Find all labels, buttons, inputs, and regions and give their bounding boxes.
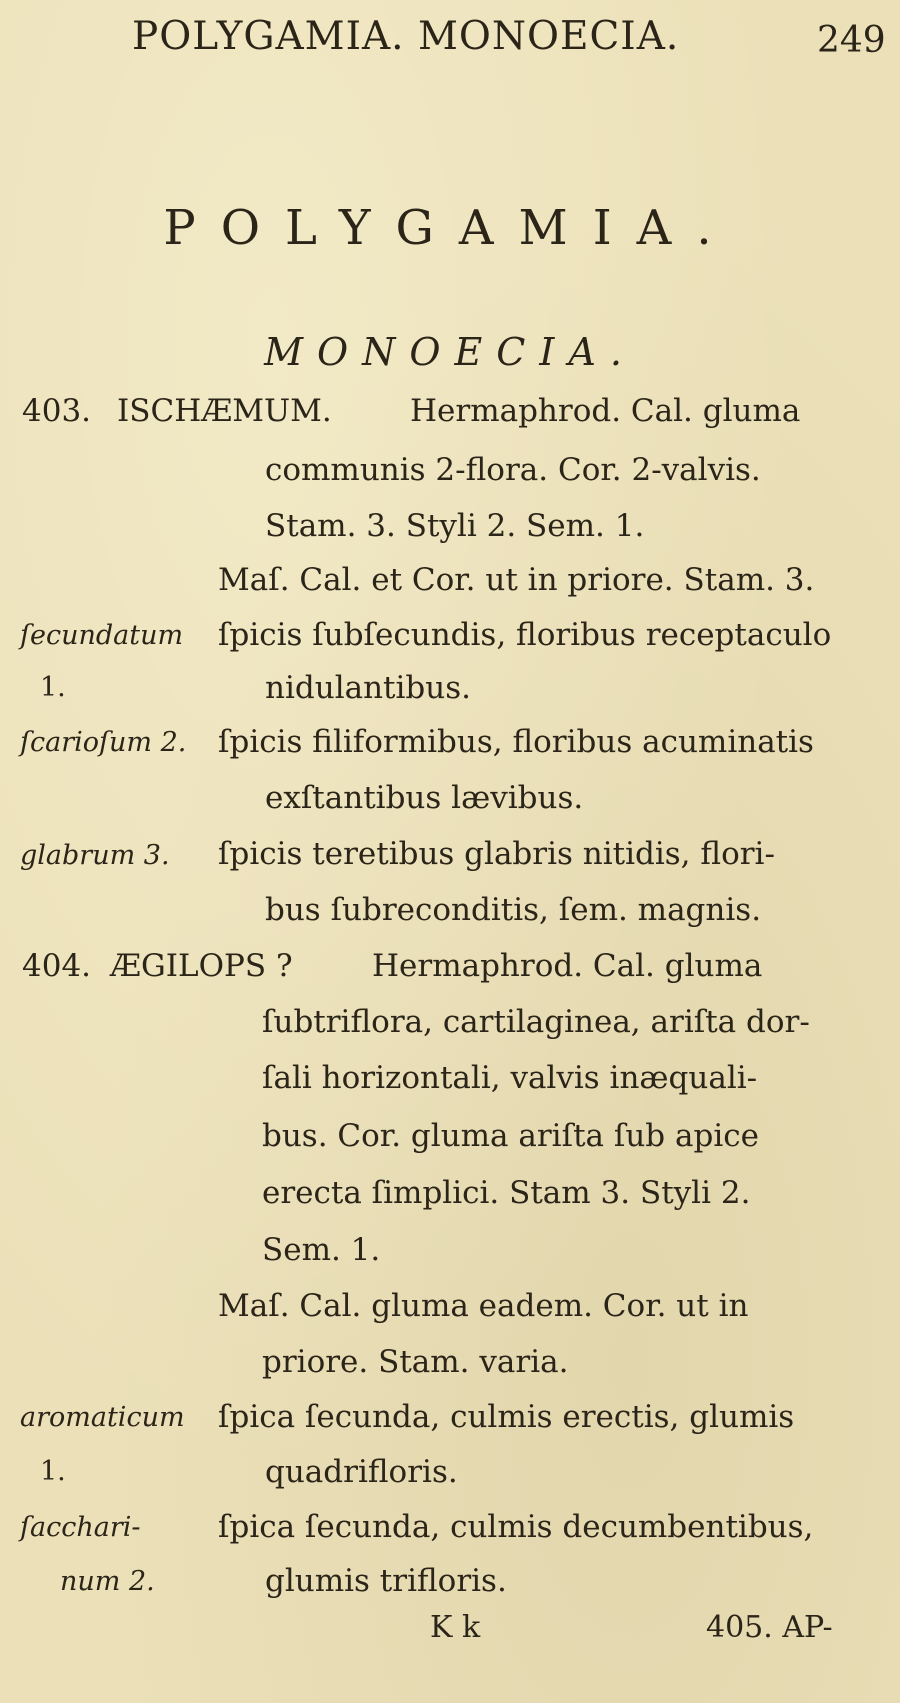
species-description-line: ſpicis teretibus glabris nitidis, flori- <box>218 836 775 872</box>
species-number: 1. <box>40 672 66 703</box>
genus-description-line: Maſ. Cal. gluma eadem. Cor. ut in <box>218 1288 749 1324</box>
genus-description-line: ſali horizontali, valvis inæquali- <box>262 1060 758 1096</box>
genus-description-line: priore. Stam. varia. <box>262 1344 569 1380</box>
signature-mark: K k <box>430 1610 481 1645</box>
species-name: glabrum 3. <box>20 840 170 871</box>
genus-description-line: Hermaphrod. Cal. gluma <box>372 948 763 984</box>
genus-description-line: Maſ. Cal. et Cor. ut in priore. Stam. 3. <box>218 562 815 598</box>
species-description-line: bus ſubreconditis, ſem. magnis. <box>265 892 762 928</box>
species-description-line: ſpicis filiformibus, floribus acuminatis <box>218 724 814 760</box>
species-description-line: quadrifloris. <box>265 1454 458 1490</box>
species-name: ſcarioſum 2. <box>20 727 187 758</box>
species-description-line: ſpica ſecunda, culmis decumbentibus, <box>218 1509 814 1545</box>
genus-name: ÆGILOPS ? <box>110 948 293 984</box>
genus-description-line: Stam. 3. Styli 2. Sem. 1. <box>265 508 645 544</box>
genus-description-line: ſubtriflora, cartilaginea, ariſta dor- <box>262 1004 810 1040</box>
genus-description-line: bus. Cor. gluma ariſta ſub apice <box>262 1118 759 1154</box>
genus-description-line: Hermaphrod. Cal. gluma <box>410 393 801 429</box>
page-subtitle: MONOECIA. <box>264 330 636 374</box>
genus-number: 404. <box>22 948 92 984</box>
species-description-line: ſpicis ſubſecundis, floribus receptaculo <box>218 617 832 653</box>
genus-description-line: communis 2-flora. Cor. 2-valvis. <box>265 452 761 488</box>
genus-number: 403. <box>22 393 92 429</box>
genus-description-line: Sem. 1. <box>262 1232 381 1268</box>
running-head: POLYGAMIA. MONOECIA. <box>132 14 680 59</box>
species-name: aromaticum <box>20 1402 185 1433</box>
page-number: 249 <box>817 20 886 61</box>
genus-description-line: erecta ſimplici. Stam 3. Styli 2. <box>262 1175 751 1211</box>
species-number: num 2. <box>60 1566 155 1597</box>
species-description-line: exſtantibus lævibus. <box>265 780 584 816</box>
genus-name: ISCHÆMUM. <box>117 393 332 429</box>
catchword: 405. AP- <box>706 1610 833 1645</box>
species-description-line: nidulantibus. <box>265 670 471 706</box>
species-name: ſacchari- <box>20 1512 141 1543</box>
species-number: 1. <box>40 1456 66 1487</box>
species-description-line: ſpica ſecunda, culmis erectis, glumis <box>218 1399 795 1435</box>
species-name: ſecundatum <box>20 620 184 651</box>
species-description-line: glumis trifloris. <box>265 1563 507 1599</box>
page-title: POLYGAMIA. <box>163 200 737 256</box>
